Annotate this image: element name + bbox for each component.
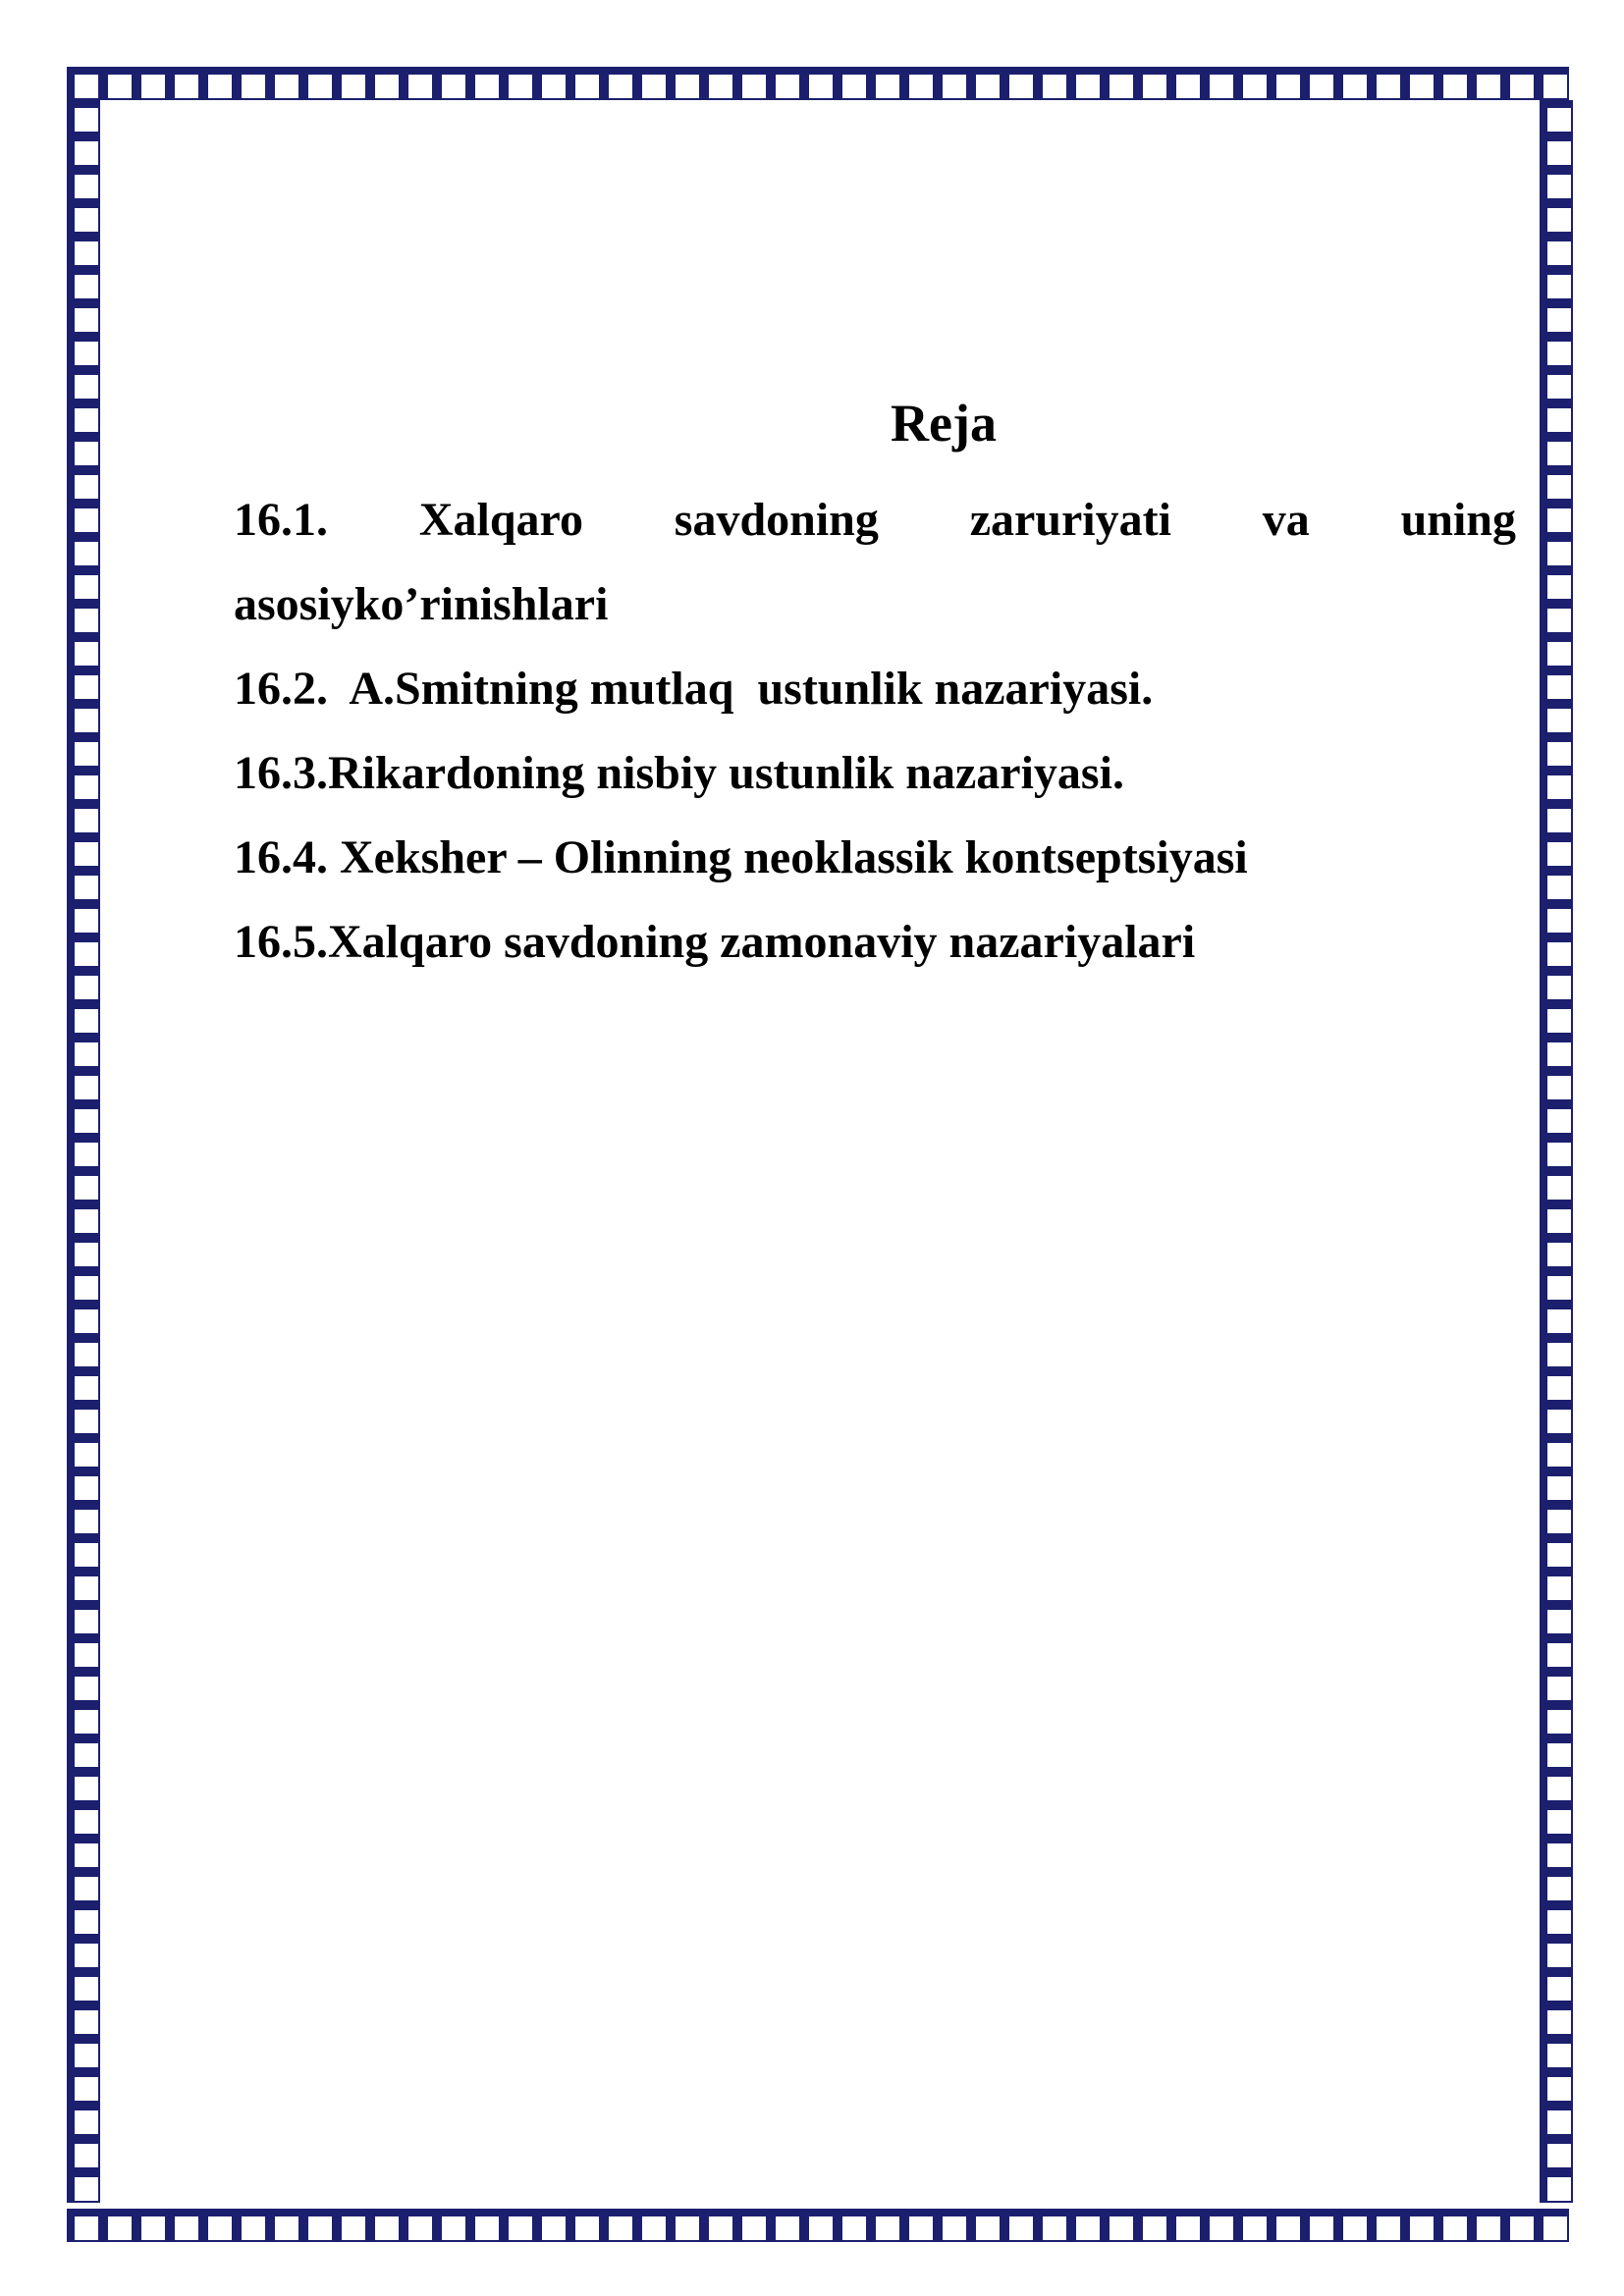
- border-tile: [568, 68, 600, 99]
- border-tile: [1541, 568, 1572, 600]
- border-tile: [68, 969, 99, 1000]
- border-tile: [1541, 1236, 1572, 1267]
- border-tile: [68, 2104, 99, 2135]
- border-tile: [1541, 1069, 1572, 1100]
- border-tile: [1541, 502, 1572, 533]
- border-tile: [335, 2210, 366, 2241]
- border-tile: [68, 769, 99, 800]
- border-tile: [68, 1403, 99, 1434]
- border-tile: [68, 668, 99, 700]
- border-tile: [1541, 902, 1572, 934]
- border-tile: [68, 2070, 99, 2102]
- border-tile: [1370, 2210, 1401, 2241]
- border-tile: [68, 1603, 99, 1634]
- border-tile: [1541, 1436, 1572, 1468]
- border-tile: [68, 468, 99, 500]
- border-tile: [1541, 201, 1572, 233]
- border-tile: [68, 2037, 99, 2068]
- border-tile: [1541, 1603, 1572, 1634]
- border-tile: [1470, 68, 1501, 99]
- border-tile: [1541, 2104, 1572, 2135]
- border-tile: [1541, 401, 1572, 433]
- border-tile: [1541, 1303, 1572, 1334]
- border-tile: [1541, 1503, 1572, 1534]
- border-tile: [1270, 2210, 1301, 2241]
- border-tile: [1541, 2037, 1572, 2068]
- border-tile: [1336, 68, 1368, 99]
- border-tile: [1541, 869, 1572, 900]
- border-tile: [1541, 1002, 1572, 1034]
- border-tile: [1541, 435, 1572, 466]
- border-tile: [1541, 1036, 1572, 1067]
- border-tile: [1169, 2210, 1201, 2241]
- border-tile: [1541, 301, 1572, 333]
- border-tile: [68, 1903, 99, 1935]
- border-tile: [1541, 134, 1572, 166]
- border-tile: [1541, 1536, 1572, 1568]
- border-tile: [135, 2210, 166, 2241]
- document-content: [234, 388, 1516, 985]
- border-tile: [68, 68, 99, 99]
- border-tile: [1270, 68, 1301, 99]
- border-tile: [68, 1002, 99, 1034]
- plan-item-1-word: 16.1.: [234, 494, 328, 546]
- border-tile: [68, 935, 99, 967]
- plan-item-3: 16.3.Rikardoning nisbiy ustunlik nazariyasi.: [234, 747, 1124, 799]
- border-tile: [201, 68, 233, 99]
- border-tile: [1541, 1169, 1572, 1201]
- border-tile: [1236, 2210, 1268, 2241]
- border-tile: [1069, 2210, 1101, 2241]
- border-tile: [1541, 2137, 1572, 2168]
- border-tile: [468, 2210, 500, 2241]
- border-tile: [1403, 2210, 1435, 2241]
- border-tile: [1470, 2210, 1501, 2241]
- border-tile: [68, 1636, 99, 1668]
- border-tile: [435, 68, 466, 99]
- border-tile: [235, 2210, 266, 2241]
- border-tile: [702, 2210, 733, 2241]
- border-tile: [1541, 468, 1572, 500]
- border-tile: [1203, 68, 1234, 99]
- border-tile: [1036, 68, 1067, 99]
- border-tile: [1503, 68, 1535, 99]
- border-tile: [1069, 68, 1101, 99]
- border-tile: [68, 1136, 99, 1167]
- border-tile: [568, 2210, 600, 2241]
- border-tile: [68, 335, 99, 366]
- border-tile: [1541, 535, 1572, 566]
- border-tile: [1303, 68, 1334, 99]
- border-tile: [1541, 1102, 1572, 1134]
- border-tile: [1303, 2210, 1334, 2241]
- border-tile: [68, 702, 99, 733]
- border-tile: [68, 1703, 99, 1735]
- border-tile: [1541, 1469, 1572, 1501]
- border-tile: [335, 68, 366, 99]
- border-tile: [1336, 2210, 1368, 2241]
- border-tile: [68, 1870, 99, 1901]
- border-tile: [1236, 68, 1268, 99]
- border-tile: [936, 2210, 967, 2241]
- border-tile: [68, 1570, 99, 1601]
- border-tile: [1541, 1970, 1572, 2002]
- border-tile: [68, 568, 99, 600]
- border-tile: [68, 1336, 99, 1367]
- border-tile: [1541, 1803, 1572, 1835]
- border-tile: [1436, 2210, 1468, 2241]
- border-tile: [735, 68, 767, 99]
- border-tile: [68, 301, 99, 333]
- border-tile: [1103, 68, 1134, 99]
- page-title: Reja: [891, 394, 997, 453]
- border-tile: [301, 68, 333, 99]
- border-tile: [769, 68, 800, 99]
- border-tile: [1541, 1636, 1572, 1668]
- border-tile: [1002, 2210, 1034, 2241]
- border-tile: [1036, 2210, 1067, 2241]
- plan-item-1-word: uning: [1400, 494, 1516, 546]
- border-tile: [368, 68, 400, 99]
- border-tile: [1541, 702, 1572, 733]
- border-tile: [869, 68, 900, 99]
- border-tile: [969, 68, 1001, 99]
- border-tile: [1541, 1269, 1572, 1301]
- border-tile: [402, 68, 433, 99]
- border-tile: [68, 1536, 99, 1568]
- border-tile: [1541, 969, 1572, 1000]
- border-tile: [68, 1837, 99, 1868]
- border-tile: [1403, 68, 1435, 99]
- border-tile: [1169, 68, 1201, 99]
- border-tile: [669, 68, 700, 99]
- border-tile: [68, 1469, 99, 1501]
- border-tile: [68, 535, 99, 566]
- border-tile: [1436, 68, 1468, 99]
- border-tile: [769, 2210, 800, 2241]
- border-tile: [1541, 2003, 1572, 2035]
- border-tile: [1541, 835, 1572, 867]
- border-tile: [68, 2210, 99, 2241]
- border-tile: [68, 368, 99, 400]
- border-tile: [969, 2210, 1001, 2241]
- border-tile: [468, 68, 500, 99]
- border-tile: [1103, 2210, 1134, 2241]
- border-tile: [1541, 1403, 1572, 1434]
- border-tile: [268, 2210, 299, 2241]
- border-tile: [836, 2210, 867, 2241]
- plan-item-1-line2: asosiyko’rinishlari: [234, 578, 609, 630]
- border-tile: [635, 2210, 667, 2241]
- plan-item-1-word: zaruriyati: [969, 494, 1171, 546]
- border-tile: [68, 1803, 99, 1835]
- border-tile: [68, 235, 99, 266]
- border-tile: [1541, 268, 1572, 299]
- border-tile: [68, 1069, 99, 1100]
- border-tile: [502, 2210, 533, 2241]
- border-tile: [1541, 1570, 1572, 1601]
- border-tile: [68, 1303, 99, 1334]
- plan-item-1-word: va: [1262, 494, 1310, 546]
- border-tile: [68, 1503, 99, 1534]
- border-tile: [68, 2003, 99, 2035]
- border-tile: [68, 1102, 99, 1134]
- plan-item-5: 16.5.Xalqaro savdoning zamonaviy nazariyalari: [234, 916, 1196, 968]
- border-tile: [1541, 1336, 1572, 1367]
- plan-item-4: 16.4. Xeksher – Olinning neoklassik kontseptsiyasi: [234, 831, 1248, 883]
- border-tile: [836, 68, 867, 99]
- plan-item-1-line1: [234, 478, 1516, 562]
- border-tile: [68, 735, 99, 767]
- border-tile: [1541, 602, 1572, 633]
- border-tile: [402, 2210, 433, 2241]
- border-tile: [1541, 802, 1572, 833]
- border-tile: [68, 201, 99, 233]
- border-tile: [1541, 1369, 1572, 1401]
- border-tile: [1541, 168, 1572, 199]
- border-tile: [802, 68, 834, 99]
- border-tile: [168, 68, 199, 99]
- border-tile: [68, 1236, 99, 1267]
- border-tile: [68, 1036, 99, 1067]
- border-tile: [68, 502, 99, 533]
- border-tile: [535, 68, 567, 99]
- border-tile: [68, 1736, 99, 1768]
- border-tile: [68, 101, 99, 133]
- border-tile: [1541, 368, 1572, 400]
- border-tile: [902, 2210, 934, 2241]
- border-tile: [902, 68, 934, 99]
- border-tile: [1136, 68, 1167, 99]
- border-tile: [1541, 2070, 1572, 2102]
- border-tile: [68, 1770, 99, 1801]
- border-tile: [635, 68, 667, 99]
- border-tile: [68, 635, 99, 667]
- border-tile: [1541, 1736, 1572, 1768]
- border-tile: [936, 68, 967, 99]
- plan-item-1: [234, 478, 1516, 647]
- border-tile: [1541, 1202, 1572, 1234]
- border-tile: [101, 2210, 133, 2241]
- border-tile: [301, 2210, 333, 2241]
- border-tile: [201, 2210, 233, 2241]
- border-tile: [1541, 1870, 1572, 1901]
- border-tile: [1541, 1136, 1572, 1167]
- border-tile: [68, 168, 99, 199]
- border-tile: [235, 68, 266, 99]
- border-tile: [68, 802, 99, 833]
- border-tile: [802, 2210, 834, 2241]
- border-tile: [68, 602, 99, 633]
- border-tile: [101, 68, 133, 99]
- border-tile: [68, 1670, 99, 1701]
- border-tile: [1537, 68, 1568, 99]
- border-tile: [502, 68, 533, 99]
- border-tile: [1541, 668, 1572, 700]
- border-tile: [1503, 2210, 1535, 2241]
- border-tile: [1541, 735, 1572, 767]
- border-tile: [1002, 68, 1034, 99]
- border-tile: [68, 902, 99, 934]
- border-tile: [1541, 1837, 1572, 1868]
- border-tile: [68, 134, 99, 166]
- border-tile: [1370, 68, 1401, 99]
- border-tile: [1541, 235, 1572, 266]
- plan-item-1-word: Xalqaro: [418, 494, 583, 546]
- border-tile: [669, 2210, 700, 2241]
- border-tile: [1541, 1770, 1572, 1801]
- border-tile: [68, 1970, 99, 2002]
- border-tile: [735, 2210, 767, 2241]
- border-tile: [869, 2210, 900, 2241]
- plan-item-1-word: savdoning: [674, 494, 879, 546]
- border-tile: [1537, 2210, 1568, 2241]
- border-tile: [1203, 2210, 1234, 2241]
- border-tile: [68, 1369, 99, 1401]
- border-tile: [1541, 101, 1572, 133]
- border-tile: [135, 68, 166, 99]
- border-tile: [602, 2210, 633, 2241]
- border-tile: [68, 1436, 99, 1468]
- border-tile: [68, 1937, 99, 1968]
- border-tile: [535, 2210, 567, 2241]
- border-tile: [68, 401, 99, 433]
- border-tile: [68, 2137, 99, 2168]
- border-tile: [68, 1269, 99, 1301]
- border-tile: [368, 2210, 400, 2241]
- border-tile: [1541, 1937, 1572, 1968]
- border-tile: [268, 68, 299, 99]
- border-tile: [1541, 935, 1572, 967]
- border-tile: [68, 268, 99, 299]
- border-tile: [1541, 769, 1572, 800]
- border-tile: [68, 835, 99, 867]
- border-tile: [68, 1202, 99, 1234]
- border-tile: [68, 869, 99, 900]
- border-tile: [1541, 1670, 1572, 1701]
- border-tile: [168, 2210, 199, 2241]
- border-tile: [435, 2210, 466, 2241]
- plan-item-2: 16.2. A.Smitning mutlaq ustunlik nazariyasi.: [234, 663, 1154, 715]
- border-tile: [602, 68, 633, 99]
- border-tile: [1541, 2170, 1572, 2202]
- border-tile: [1541, 635, 1572, 667]
- border-tile: [1136, 2210, 1167, 2241]
- border-tile: [1541, 335, 1572, 366]
- border-tile: [68, 2170, 99, 2202]
- border-tile: [68, 1169, 99, 1201]
- border-tile: [1541, 1703, 1572, 1735]
- border-tile: [1541, 1903, 1572, 1935]
- border-tile: [68, 435, 99, 466]
- border-tile: [702, 68, 733, 99]
